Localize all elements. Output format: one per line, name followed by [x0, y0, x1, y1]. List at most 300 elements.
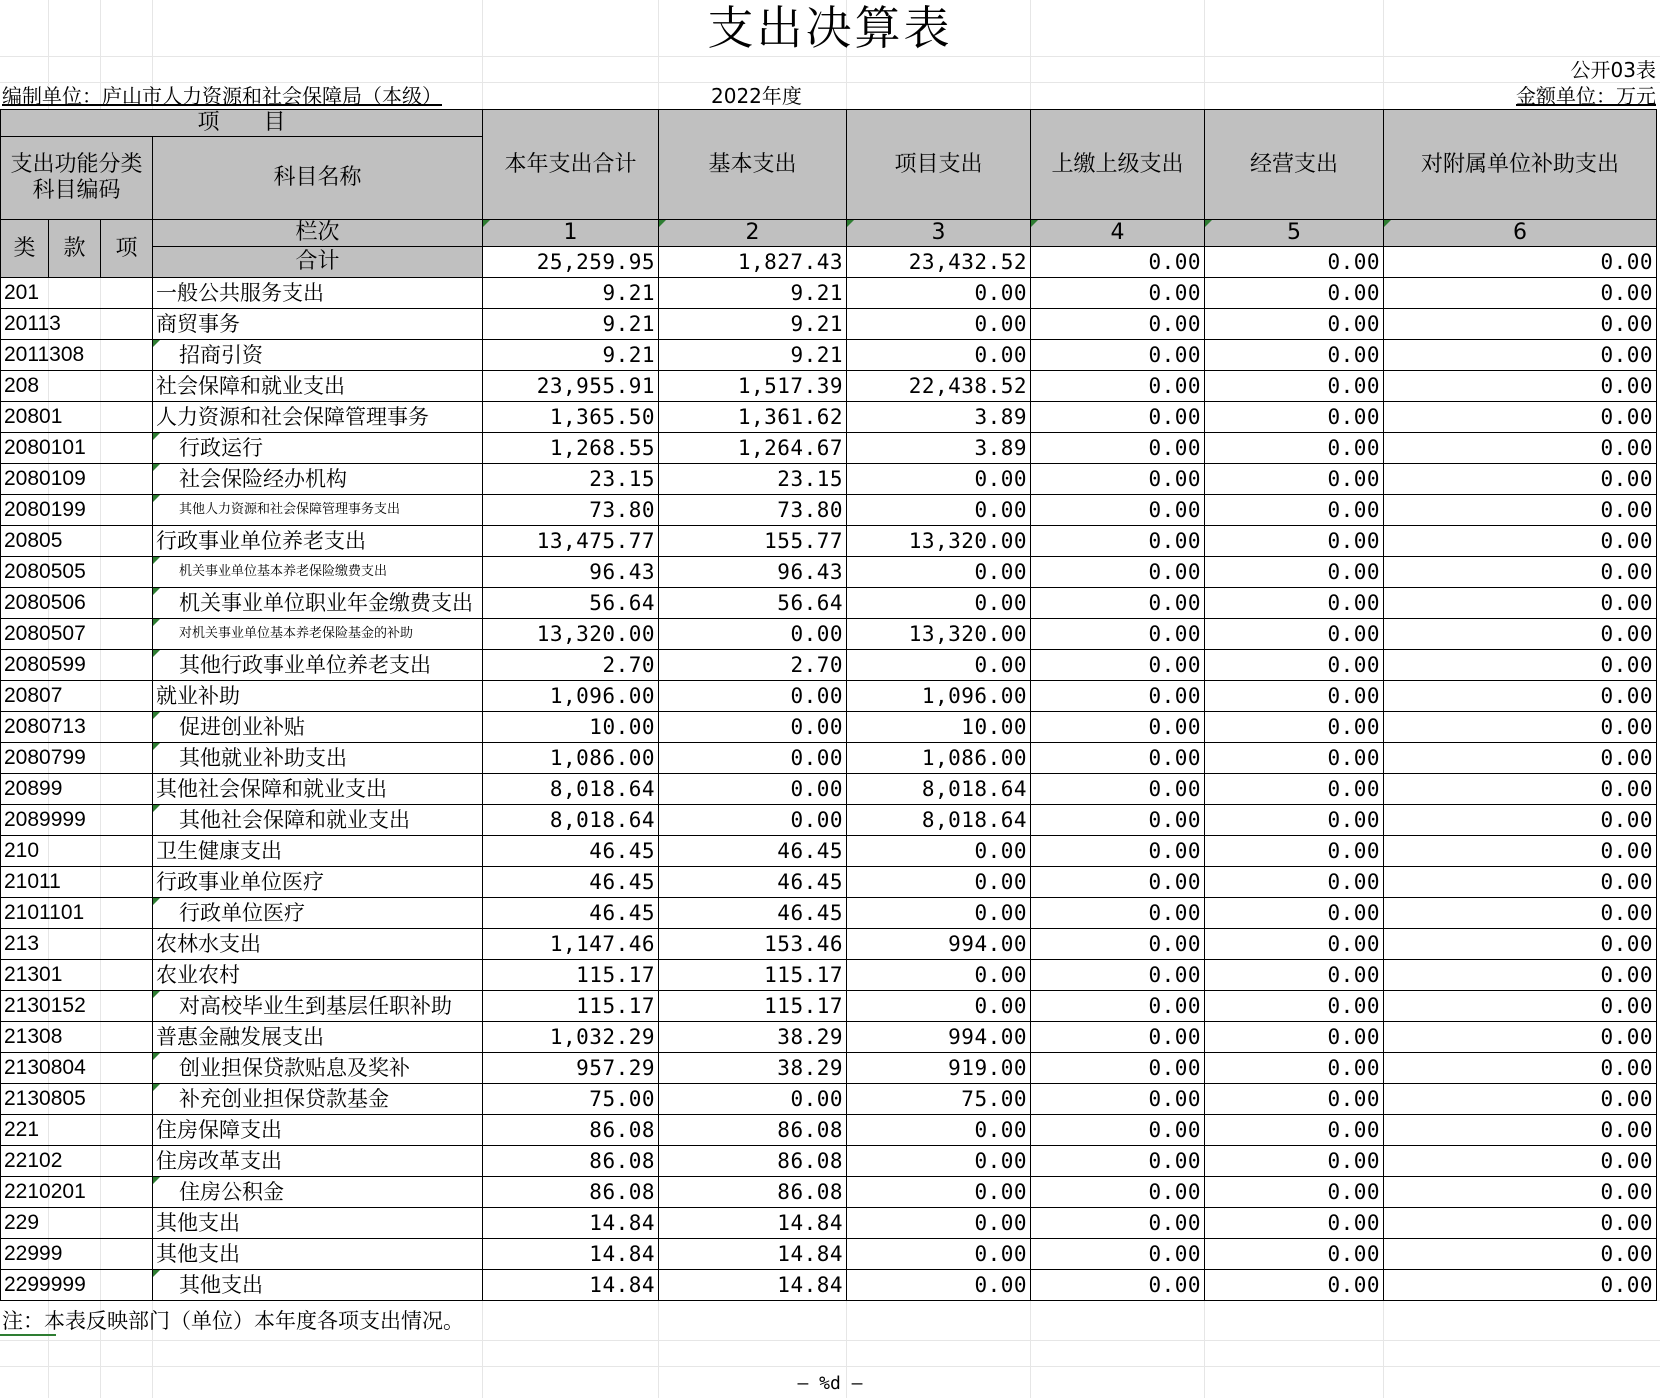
amount-cell: 0.00 — [1384, 991, 1657, 1022]
total-row — [1, 247, 1657, 278]
subject-name-text: 其他行政事业单位养老支出 — [179, 653, 431, 677]
table-row — [1, 712, 1657, 743]
table-row — [1, 960, 1657, 991]
total-value: 0.00 — [1384, 247, 1657, 278]
amount-cell: 0.00 — [1031, 402, 1205, 433]
amount-cell: 0.00 — [1031, 464, 1205, 495]
subject-name-text: 促进创业补贴 — [179, 715, 305, 739]
amount-cell: 0.00 — [1205, 340, 1384, 371]
amount-cell: 0.00 — [1384, 1146, 1657, 1177]
kuan-header: 款 — [49, 220, 101, 278]
subject-name — [153, 1208, 483, 1239]
total-value: 25,259.95 — [483, 247, 659, 278]
amount-cell: 0.00 — [1205, 774, 1384, 805]
amount-cell: 0.00 — [1031, 1270, 1205, 1301]
subject-name-text: 农林水支出 — [156, 932, 261, 956]
amount-cell: 10.00 — [847, 712, 1031, 743]
amount-cell: 155.77 — [659, 526, 847, 557]
cell-marker — [153, 712, 160, 719]
amount-cell: 0.00 — [1205, 1115, 1384, 1146]
subject-name — [153, 1270, 483, 1301]
subject-name — [153, 650, 483, 681]
amount-cell: 0.00 — [1031, 1146, 1205, 1177]
table-row — [1, 433, 1657, 464]
amount-cell: 0.00 — [1384, 743, 1657, 774]
subject-name — [153, 464, 483, 495]
col-num-5-text: 5 — [1287, 220, 1302, 245]
func-code: 20807 — [1, 681, 153, 712]
subject-name — [153, 774, 483, 805]
money-unit: 金额单位：万元 — [1516, 84, 1656, 108]
subject-name — [153, 278, 483, 309]
amount-cell: 0.00 — [1384, 1115, 1657, 1146]
func-code: 221 — [1, 1115, 153, 1146]
amount-cell: 9.21 — [483, 278, 659, 309]
amount-cell: 0.00 — [1205, 371, 1384, 402]
subject-name — [153, 557, 483, 588]
subject-name — [153, 495, 483, 526]
func-code: 2101101 — [1, 898, 153, 929]
subject-name — [153, 1239, 483, 1270]
amount-cell: 0.00 — [1384, 681, 1657, 712]
amount-cell: 3.89 — [847, 402, 1031, 433]
amount-cell: 0.00 — [1031, 1177, 1205, 1208]
amount-cell: 14.84 — [483, 1239, 659, 1270]
amount-cell: 0.00 — [1031, 898, 1205, 929]
col-num-1-text: 1 — [563, 220, 578, 245]
func-code: 22102 — [1, 1146, 153, 1177]
col-num-6-text: 6 — [1513, 220, 1528, 245]
amount-cell: 919.00 — [847, 1053, 1031, 1084]
amount-cell: 0.00 — [1384, 340, 1657, 371]
amount-cell: 23.15 — [659, 464, 847, 495]
amount-cell: 0.00 — [1205, 1177, 1384, 1208]
amount-cell: 0.00 — [1205, 526, 1384, 557]
gridline — [0, 56, 1660, 57]
subject-name-text: 行政事业单位医疗 — [156, 870, 324, 894]
amount-cell: 0.00 — [1384, 433, 1657, 464]
func-code: 20899 — [1, 774, 153, 805]
amount-cell: 1,032.29 — [483, 1022, 659, 1053]
amount-cell: 0.00 — [1205, 712, 1384, 743]
amount-cell: 46.45 — [659, 836, 847, 867]
col-header-basic — [659, 110, 847, 220]
amount-cell: 86.08 — [483, 1146, 659, 1177]
amount-cell: 0.00 — [659, 805, 847, 836]
total-value: 23,432.52 — [847, 247, 1031, 278]
table-row — [1, 743, 1657, 774]
cell-marker — [1031, 220, 1038, 227]
func-code-header: 支出功能分类科目编码 — [1, 137, 153, 220]
table-row — [1, 898, 1657, 929]
amount-cell: 0.00 — [1384, 1208, 1657, 1239]
subject-name — [153, 619, 483, 650]
subject-name-text: 人力资源和社会保障管理事务 — [156, 405, 429, 429]
table-row — [1, 1084, 1657, 1115]
amount-cell: 0.00 — [1384, 619, 1657, 650]
amount-cell: 0.00 — [1031, 681, 1205, 712]
amount-cell: 73.80 — [659, 495, 847, 526]
amount-cell: 8,018.64 — [847, 774, 1031, 805]
table-row — [1, 371, 1657, 402]
amount-cell: 8,018.64 — [483, 774, 659, 805]
subject-name — [153, 960, 483, 991]
table-row — [1, 588, 1657, 619]
subject-name — [153, 1146, 483, 1177]
amount-cell: 0.00 — [847, 898, 1031, 929]
amount-cell: 9.21 — [659, 278, 847, 309]
table-row — [1, 557, 1657, 588]
amount-cell: 8,018.64 — [483, 805, 659, 836]
subject-name — [153, 588, 483, 619]
table-row — [1, 402, 1657, 433]
func-code: 2130804 — [1, 1053, 153, 1084]
col-num-4-text: 4 — [1110, 220, 1125, 245]
subject-name — [153, 929, 483, 960]
amount-cell: 0.00 — [1031, 495, 1205, 526]
subject-name — [153, 898, 483, 929]
subject-name-text: 行政单位医疗 — [179, 901, 305, 925]
cell-marker — [153, 743, 160, 750]
amount-cell: 115.17 — [483, 960, 659, 991]
amount-cell: 0.00 — [1205, 1022, 1384, 1053]
amount-cell: 0.00 — [1205, 960, 1384, 991]
subject-name — [153, 1177, 483, 1208]
amount-cell: 0.00 — [1031, 557, 1205, 588]
amount-cell: 0.00 — [1205, 1084, 1384, 1115]
cell-marker — [153, 650, 160, 657]
subject-name — [153, 1115, 483, 1146]
total-value: 1,827.43 — [659, 247, 847, 278]
func-code: 201 — [1, 278, 153, 309]
amount-cell: 0.00 — [1031, 1239, 1205, 1270]
table-row — [1, 1239, 1657, 1270]
subject-name — [153, 681, 483, 712]
amount-cell: 38.29 — [659, 1053, 847, 1084]
amount-cell: 0.00 — [659, 1084, 847, 1115]
cell-marker — [153, 1177, 160, 1184]
subject-name — [153, 867, 483, 898]
amount-cell: 0.00 — [1384, 898, 1657, 929]
func-code: 22999 — [1, 1239, 153, 1270]
amount-cell: 0.00 — [1384, 960, 1657, 991]
amount-cell: 0.00 — [1031, 309, 1205, 340]
total-value: 0.00 — [1031, 247, 1205, 278]
func-code: 20113 — [1, 309, 153, 340]
col-header-operating-label: 经营支出 — [1250, 151, 1339, 177]
amount-cell: 0.00 — [1205, 557, 1384, 588]
subject-name-text: 其他社会保障和就业支出 — [156, 777, 387, 801]
col-header-subsidy-label: 对附属单位补助支出 — [1421, 151, 1620, 177]
amount-cell: 0.00 — [1031, 619, 1205, 650]
subject-name — [153, 805, 483, 836]
func-code: 2080506 — [1, 588, 153, 619]
amount-cell: 0.00 — [847, 1115, 1031, 1146]
col-header-operating — [1205, 110, 1384, 220]
subject-name-text: 其他社会保障和就业支出 — [179, 808, 410, 832]
table-row — [1, 1053, 1657, 1084]
amount-cell: 0.00 — [1384, 774, 1657, 805]
subject-name-text: 住房改革支出 — [156, 1149, 282, 1173]
func-code: 2299999 — [1, 1270, 153, 1301]
func-code: 2080505 — [1, 557, 153, 588]
amount-cell: 0.00 — [1384, 867, 1657, 898]
amount-cell: 1,268.55 — [483, 433, 659, 464]
func-code: 2130805 — [1, 1084, 153, 1115]
amount-cell: 0.00 — [659, 681, 847, 712]
amount-cell: 8,018.64 — [847, 805, 1031, 836]
subject-name — [153, 836, 483, 867]
amount-cell: 0.00 — [1031, 712, 1205, 743]
amount-cell: 153.46 — [659, 929, 847, 960]
subject-name-text: 其他就业补助支出 — [179, 746, 347, 770]
amount-cell: 0.00 — [847, 836, 1031, 867]
func-code: 2080799 — [1, 743, 153, 774]
amount-cell: 0.00 — [1205, 1146, 1384, 1177]
cell-marker — [153, 805, 160, 812]
func-code: 210 — [1, 836, 153, 867]
subject-name-text: 社会保险经办机构 — [179, 467, 347, 491]
amount-cell: 2.70 — [483, 650, 659, 681]
func-code: 2210201 — [1, 1177, 153, 1208]
func-code: 208 — [1, 371, 153, 402]
subject-name-text: 对机关事业单位基本养老保险基金的补助 — [179, 626, 414, 641]
amount-cell: 0.00 — [1031, 929, 1205, 960]
col-header-basic-label: 基本支出 — [708, 151, 797, 177]
table-row — [1, 309, 1657, 340]
table-row — [1, 774, 1657, 805]
amount-cell: 0.00 — [659, 774, 847, 805]
lanci-label: 栏次 — [153, 220, 483, 247]
amount-cell: 56.64 — [659, 588, 847, 619]
func-code: 2080599 — [1, 650, 153, 681]
table-row — [1, 1146, 1657, 1177]
amount-cell: 0.00 — [1384, 1022, 1657, 1053]
subject-name — [153, 402, 483, 433]
func-code: 20801 — [1, 402, 153, 433]
subject-name — [153, 991, 483, 1022]
subject-name — [153, 371, 483, 402]
amount-cell: 0.00 — [847, 340, 1031, 371]
amount-cell: 0.00 — [1205, 1053, 1384, 1084]
amount-cell: 1,086.00 — [847, 743, 1031, 774]
cell-marker — [153, 340, 160, 347]
project-header: 项 目 — [1, 110, 483, 137]
cell-marker — [0, 1334, 56, 1336]
amount-cell: 1,086.00 — [483, 743, 659, 774]
amount-cell: 75.00 — [847, 1084, 1031, 1115]
amount-cell: 1,517.39 — [659, 371, 847, 402]
amount-cell: 0.00 — [1205, 650, 1384, 681]
subject-name-text: 其他支出 — [156, 1242, 240, 1266]
amount-cell: 0.00 — [847, 1146, 1031, 1177]
amount-cell: 0.00 — [1205, 464, 1384, 495]
col-num-2 — [659, 220, 847, 247]
cell-marker — [153, 464, 160, 471]
amount-cell: 1,361.62 — [659, 402, 847, 433]
amount-cell: 0.00 — [1384, 526, 1657, 557]
table-row — [1, 464, 1657, 495]
col-header-project-label: 项目支出 — [894, 151, 983, 177]
amount-cell: 2.70 — [659, 650, 847, 681]
amount-cell: 14.84 — [659, 1239, 847, 1270]
amount-cell: 0.00 — [847, 650, 1031, 681]
expenditure-table — [0, 109, 1657, 1301]
cell-marker — [847, 220, 854, 227]
amount-cell: 0.00 — [1031, 526, 1205, 557]
amount-cell: 0.00 — [1384, 588, 1657, 619]
amount-cell: 0.00 — [1031, 1208, 1205, 1239]
subject-name-text: 机关事业单位职业年金缴费支出 — [179, 591, 473, 615]
subject-name — [153, 743, 483, 774]
amount-cell: 0.00 — [847, 278, 1031, 309]
amount-cell: 13,320.00 — [847, 619, 1031, 650]
col-num-3-text: 3 — [931, 220, 946, 245]
amount-cell: 0.00 — [1031, 836, 1205, 867]
amount-cell: 9.21 — [483, 309, 659, 340]
amount-cell: 0.00 — [1384, 929, 1657, 960]
amount-cell: 9.21 — [659, 340, 847, 371]
amount-cell: 0.00 — [1384, 557, 1657, 588]
table-row — [1, 929, 1657, 960]
amount-cell: 115.17 — [659, 991, 847, 1022]
lanci-row — [1, 220, 1657, 247]
cell-marker — [153, 1270, 160, 1277]
amount-cell: 0.00 — [1205, 991, 1384, 1022]
amount-cell: 0.00 — [847, 588, 1031, 619]
subject-name — [153, 1053, 483, 1084]
table-row — [1, 650, 1657, 681]
amount-cell: 0.00 — [1205, 1270, 1384, 1301]
func-code: 229 — [1, 1208, 153, 1239]
amount-cell: 0.00 — [659, 743, 847, 774]
table-row — [1, 836, 1657, 867]
func-code: 2011308 — [1, 340, 153, 371]
subject-name — [153, 1022, 483, 1053]
amount-cell: 0.00 — [1205, 898, 1384, 929]
amount-cell: 0.00 — [847, 1239, 1031, 1270]
subject-name-text: 农业农村 — [156, 963, 240, 987]
amount-cell: 0.00 — [1384, 712, 1657, 743]
cell-marker — [483, 220, 490, 227]
amount-cell: 957.29 — [483, 1053, 659, 1084]
amount-cell: 0.00 — [1031, 650, 1205, 681]
amount-cell: 13,320.00 — [847, 526, 1031, 557]
subject-name-text: 招商引资 — [179, 343, 263, 367]
col-header-total — [483, 110, 659, 220]
func-code: 2130152 — [1, 991, 153, 1022]
amount-cell: 3.89 — [847, 433, 1031, 464]
subject-name-text: 其他支出 — [179, 1273, 263, 1297]
amount-cell: 0.00 — [1205, 743, 1384, 774]
amount-cell: 86.08 — [659, 1177, 847, 1208]
func-code: 21011 — [1, 867, 153, 898]
amount-cell: 1,365.50 — [483, 402, 659, 433]
page-footer: — %d — — [797, 1373, 863, 1394]
amount-cell: 0.00 — [1384, 836, 1657, 867]
amount-cell: 0.00 — [1205, 1208, 1384, 1239]
table-number: 公开03表 — [1570, 58, 1656, 82]
subject-name — [153, 1084, 483, 1115]
amount-cell: 0.00 — [1031, 774, 1205, 805]
amount-cell: 0.00 — [1031, 1053, 1205, 1084]
func-code: 2080101 — [1, 433, 153, 464]
table-row — [1, 1115, 1657, 1146]
amount-cell: 0.00 — [1031, 805, 1205, 836]
amount-cell: 115.17 — [483, 991, 659, 1022]
cell-marker — [153, 495, 160, 502]
amount-cell: 96.43 — [659, 557, 847, 588]
amount-cell: 0.00 — [847, 867, 1031, 898]
amount-cell: 10.00 — [483, 712, 659, 743]
amount-cell: 9.21 — [659, 309, 847, 340]
func-code: 2080199 — [1, 495, 153, 526]
amount-cell: 0.00 — [1205, 1239, 1384, 1270]
subject-name-text: 卫生健康支出 — [156, 839, 282, 863]
cell-marker — [153, 991, 160, 998]
amount-cell: 0.00 — [847, 1270, 1031, 1301]
subject-name-text: 其他支出 — [156, 1211, 240, 1235]
subject-name-text: 机关事业单位基本养老保险缴费支出 — [179, 564, 388, 579]
amount-cell: 0.00 — [847, 557, 1031, 588]
amount-cell: 0.00 — [1384, 1239, 1657, 1270]
subject-name-text: 行政事业单位养老支出 — [156, 529, 366, 553]
table-row — [1, 526, 1657, 557]
subject-name — [153, 526, 483, 557]
amount-cell: 0.00 — [1384, 402, 1657, 433]
amount-cell: 115.17 — [659, 960, 847, 991]
amount-cell: 86.08 — [659, 1115, 847, 1146]
amount-cell: 14.84 — [659, 1208, 847, 1239]
amount-cell: 86.08 — [483, 1115, 659, 1146]
table-row — [1, 1208, 1657, 1239]
func-code: 2080713 — [1, 712, 153, 743]
amount-cell: 0.00 — [1205, 929, 1384, 960]
amount-cell: 56.64 — [483, 588, 659, 619]
amount-cell: 14.84 — [483, 1208, 659, 1239]
amount-cell: 23,955.91 — [483, 371, 659, 402]
amount-cell: 23.15 — [483, 464, 659, 495]
col-num-3 — [847, 220, 1031, 247]
amount-cell: 0.00 — [1205, 619, 1384, 650]
amount-cell: 0.00 — [659, 619, 847, 650]
amount-cell: 0.00 — [1205, 867, 1384, 898]
cell-marker — [1384, 220, 1391, 227]
amount-cell: 0.00 — [1031, 743, 1205, 774]
cell-marker — [153, 619, 160, 626]
col-header-total-label: 本年支出合计 — [504, 151, 637, 177]
amount-cell: 14.84 — [483, 1270, 659, 1301]
subject-name-text: 一般公共服务支出 — [156, 281, 324, 305]
amount-cell: 46.45 — [483, 898, 659, 929]
amount-cell: 0.00 — [1384, 1053, 1657, 1084]
table-row — [1, 340, 1657, 371]
subject-name-text: 住房保障支出 — [156, 1118, 282, 1142]
amount-cell: 22,438.52 — [847, 371, 1031, 402]
amount-cell: 0.00 — [1205, 681, 1384, 712]
lei-header: 类 — [1, 220, 49, 278]
amount-cell: 46.45 — [483, 867, 659, 898]
amount-cell: 994.00 — [847, 929, 1031, 960]
amount-cell: 0.00 — [1205, 433, 1384, 464]
amount-cell: 0.00 — [1031, 867, 1205, 898]
amount-cell: 0.00 — [1384, 495, 1657, 526]
subject-name-text: 普惠金融发展支出 — [156, 1025, 324, 1049]
amount-cell: 0.00 — [1031, 1115, 1205, 1146]
cell-marker — [153, 1053, 160, 1060]
amount-cell: 1,264.67 — [659, 433, 847, 464]
amount-cell: 0.00 — [1384, 1270, 1657, 1301]
